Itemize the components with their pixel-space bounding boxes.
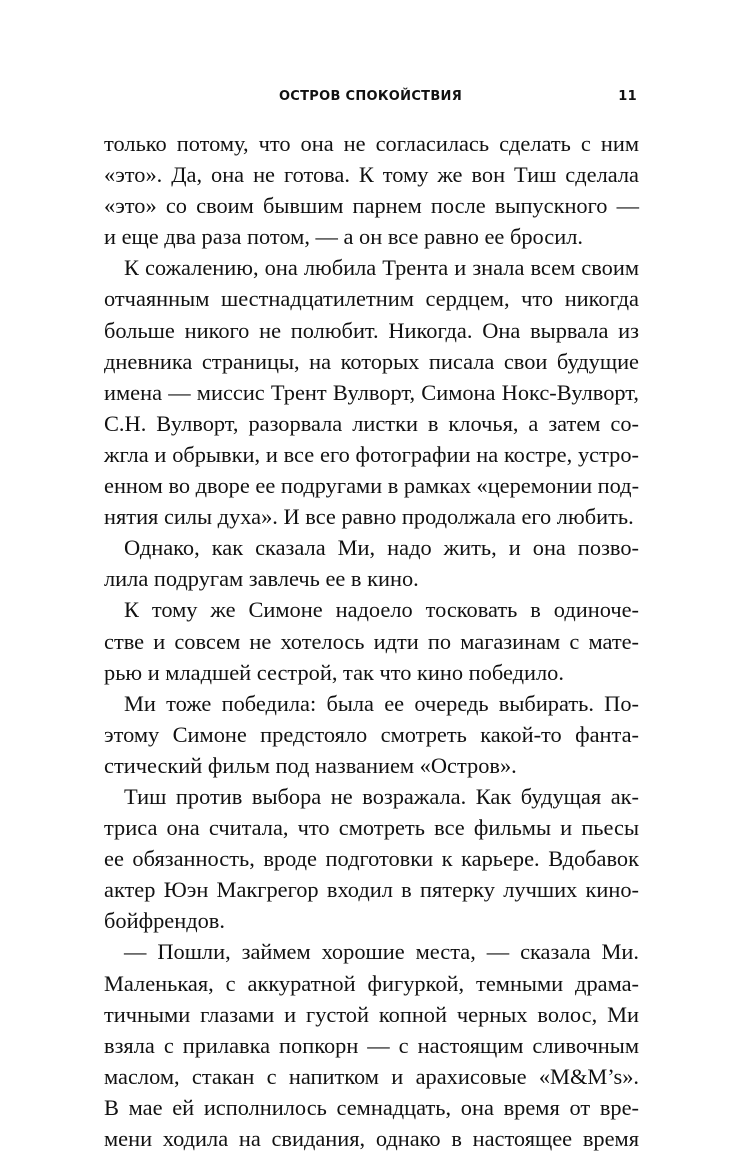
text-line: «это» со своим бывшим парнем после выпускного — bbox=[104, 193, 639, 219]
text-line: дневника страницы, на которых писала свои будущие bbox=[104, 348, 639, 374]
text-line: взяла с прилавка попкорн — с настоящим сливочным bbox=[104, 1032, 639, 1058]
text-line: стический фильм под названием «Остров». bbox=[104, 752, 517, 778]
text-line: тичными глазами и густой копной черных волос, Ми bbox=[104, 1001, 639, 1027]
paragraph-first-line: Однако, как сказала Ми, надо жить, и она позво- bbox=[124, 535, 639, 561]
body-text bbox=[104, 128, 639, 1154]
text-line: больше никого не полюбит. Никогда. Она вырвала из bbox=[104, 317, 639, 343]
text-line: жгла и обрывки, и все его фотографии на костре, устро- bbox=[104, 441, 639, 467]
text-line: актер Юэн Макгрегор входил в пятерку лучших кино- bbox=[104, 877, 639, 903]
text-line: енном во дворе ее подругами в рамках «церемонии под- bbox=[104, 473, 640, 499]
text-line: бойфрендов. bbox=[104, 908, 225, 934]
paragraph-first-line: К сожалению, она любила Трента и знала всем своим bbox=[124, 255, 639, 281]
text-line: С.Н. Вулворт, разорвала листки в клочья, а затем со- bbox=[104, 410, 639, 436]
text-line: триса она считала, что смотреть все фильмы и пьесы bbox=[104, 815, 639, 841]
paragraph-first-line: — Пошли, займем хорошие места, — сказала Ми. bbox=[124, 939, 639, 965]
text-line: Маленькая, с аккуратной фигуркой, темными драма- bbox=[104, 970, 639, 996]
text-line: и еще два раза потом, — а он все равно ее бросил. bbox=[104, 224, 583, 250]
text-line: «это». Да, она не готова. К тому же вон Тиш сделала bbox=[104, 162, 639, 188]
paragraph-first-line: К тому же Симоне надоело тосковать в одиноче- bbox=[124, 597, 639, 623]
text-line: мени ходила на свидания, однако в настоящее время bbox=[104, 1126, 639, 1151]
text-line: только потому, что она не согласилась сделать с ним bbox=[104, 131, 639, 156]
text-line: стве и совсем не хотелось идти по магазинам с мате- bbox=[104, 628, 639, 654]
text-line: рью и младшей сестрой, так что кино победило. bbox=[104, 659, 564, 685]
text-line: имена — миссис Трент Вулворт, Симона Нокс-Вулворт, bbox=[104, 379, 639, 405]
text-line: нятия силы духа». И все равно продолжала его любить. bbox=[104, 504, 634, 530]
running-title: ОСТРОВ СПОКОЙСТВИЯ bbox=[278, 89, 463, 104]
page-number: 11 bbox=[618, 89, 637, 104]
text-line: этому Симоне предстояло смотреть какой-то фанта- bbox=[104, 721, 639, 747]
paragraph-first-line: Тиш против выбора не возражала. Как будущая ак- bbox=[124, 783, 639, 809]
paragraph-first-line: Ми тоже победила: была ее очередь выбирать. По- bbox=[124, 690, 639, 716]
text-line: ее обязанность, вроде подготовки к карьере. Вдобавок bbox=[104, 846, 639, 872]
text-line: маслом, стакан с напитком и арахисовые «M&M’s». bbox=[104, 1063, 639, 1089]
text-line: лила подругам завлечь ее в кино. bbox=[104, 566, 419, 592]
running-header bbox=[104, 89, 637, 111]
text-line: отчаянным шестнадцатилетним сердцем, что никогда bbox=[104, 286, 639, 312]
text-line: В мае ей исполнилось семнадцать, она время от вре- bbox=[104, 1094, 639, 1120]
